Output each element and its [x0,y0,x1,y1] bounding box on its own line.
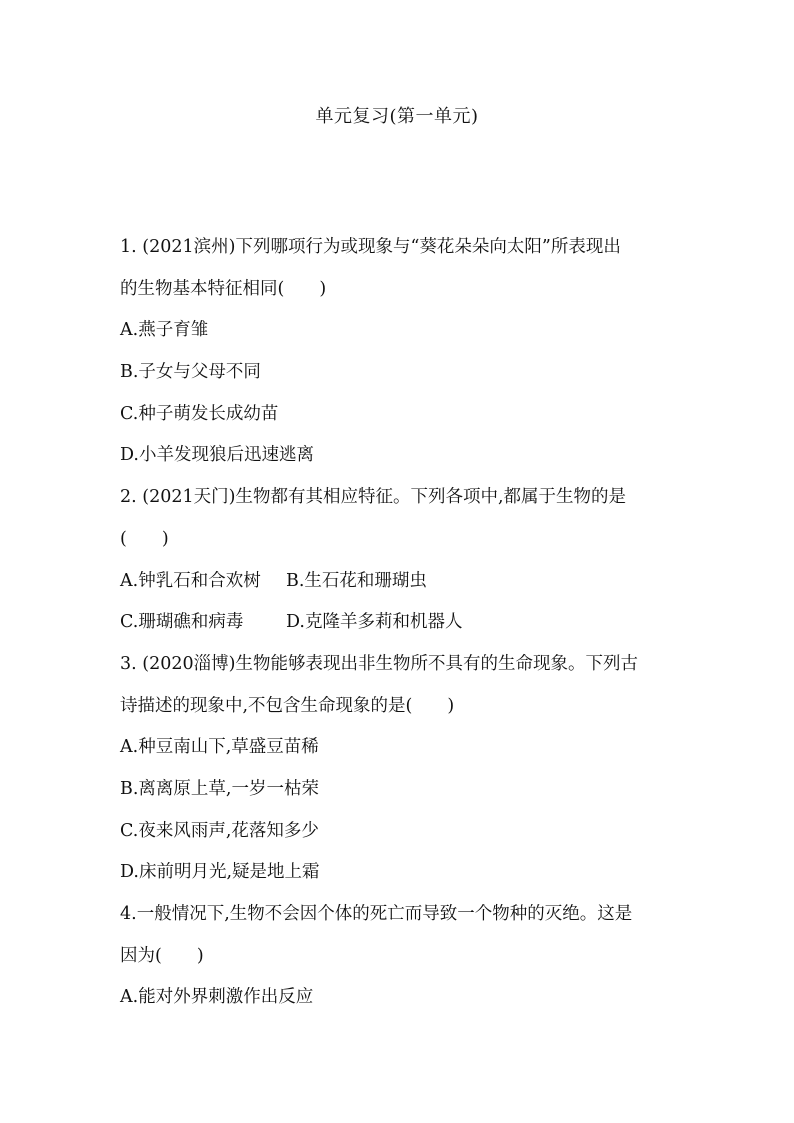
question-1-option-d: D.小羊发现狼后迅速逃离 [120,445,314,466]
question-3-stem-line-2: 诗描述的现象中,不包含生命现象的是( ) [120,695,455,716]
question-2-stem-line-2: ( ) [120,528,169,549]
question-2-option-row-2 [120,602,680,644]
question-1-option-b: B.子女与父母不同 [120,362,261,383]
question-2-option-a: A.钟乳石和合欢树 [120,570,261,591]
question-3 [120,644,680,894]
question-list [120,227,680,1019]
question-2 [120,477,680,644]
question-4 [120,894,680,1019]
question-4-stem-line-2: 因为( ) [120,945,204,966]
question-3-stem-line-1: 3. (2020淄博)生物能够表现出非生物所不具有的生命现象。下列古 [120,653,638,674]
question-2-option-c: C.珊瑚礁和病毒 [120,612,244,633]
question-4-stem-line-1: 4.一般情况下,生物不会因个体的死亡而导致一个物种的灭绝。这是 [120,904,633,924]
question-1 [120,227,680,477]
question-4-option-a: A.能对外界刺激作出反应 [120,987,314,1008]
question-1-option-c: C.种子萌发长成幼苗 [120,403,279,424]
question-1-stem-line-2: 的生物基本特征相同( ) [120,278,327,299]
question-3-option-a: A.种豆南山下,草盛豆苗稀 [120,737,319,758]
question-2-option-row-1 [120,561,680,603]
document-title: 单元复习(第一单元) [315,106,479,127]
question-2-option-d: D.克隆羊多莉和机器人 [286,612,463,633]
question-2-stem-line-1: 2. (2021天门)生物都有其相应特征。下列各项中,都属于生物的是 [120,487,627,508]
question-2-option-b: B.生石花和珊瑚虫 [286,570,427,591]
question-3-option-c: C.夜来风雨声,花落知多少 [120,820,319,841]
question-1-stem-line-1: 1. (2021滨州)下列哪项行为或现象与“葵花朵朵向太阳”所表现出 [120,237,621,257]
question-1-option-a: A.燕子育雏 [120,320,209,341]
question-3-option-b: B.离离原上草,一岁一枯荣 [120,778,319,799]
question-3-option-d: D.床前明月光,疑是地上霜 [120,862,320,883]
